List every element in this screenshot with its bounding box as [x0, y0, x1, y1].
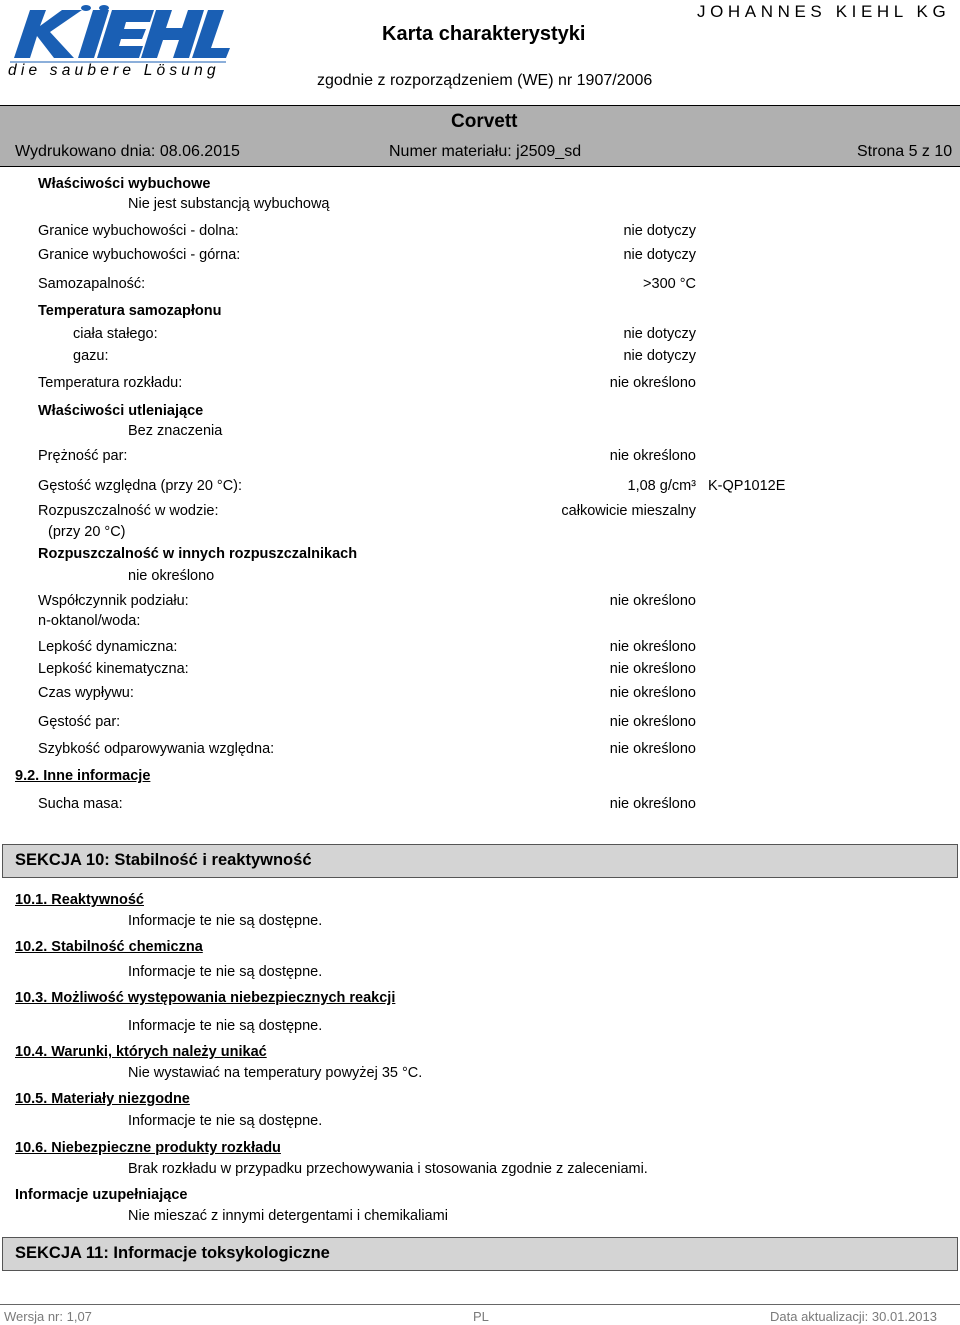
other-info-heading: 9.2. Inne informacje [15, 768, 151, 784]
section-11-header [2, 1237, 958, 1271]
evaporation-rate-value: nie określono [609, 741, 696, 757]
stability-text: Informacje te nie są dostępne. [128, 964, 323, 980]
section-11-title: SEKCJA 11: Informacje toksykologiczne [15, 1244, 330, 1262]
incompatible-materials-heading: 10.5. Materiały niezgodne [15, 1091, 190, 1107]
kinematic-viscosity-label: Lepkość kinematyczna: [38, 661, 189, 677]
autoignition-title: Temperatura samozapłonu [38, 303, 222, 319]
explosive-value: Nie jest substancją wybuchową [128, 196, 330, 212]
solid-value: nie dotyczy [623, 326, 696, 342]
upper-limit-label: Granice wybuchowości - górna: [38, 247, 241, 263]
print-date: Wydrukowano dnia: 08.06.2015 [15, 143, 240, 160]
section-10-title: SEKCJA 10: Stabilność i reaktywność [15, 851, 312, 869]
partition-label: Współczynnik podziału: [38, 593, 189, 609]
decomposition-products-text: Brak rozkładu w przypadku przechowywania i stosowania zgodnie z zaleceniami. [128, 1161, 648, 1177]
section-10-header [2, 844, 958, 878]
vapor-pressure-label: Prężność par: [38, 448, 128, 464]
other-solvents-title: Rozpuszczalność w innych rozpuszczalnikach [38, 546, 358, 562]
water-solubility-value: całkowicie mieszalny [561, 503, 696, 519]
conditions-to-avoid-text: Nie wystawiać na temperatury powyżej 35 °C. [128, 1065, 423, 1081]
additional-info-heading: Informacje uzupełniające [15, 1187, 188, 1203]
incompatible-materials-text: Informacje te nie są dostępne. [128, 1113, 323, 1129]
other-solvents-value: nie określono [128, 568, 215, 584]
vapor-pressure-value: nie określono [609, 448, 696, 464]
company-name: JOHANNES KIEHL KG [697, 2, 951, 21]
page-number: Strona 5 z 10 [857, 143, 953, 160]
oxidizing-value: Bez znaczenia [128, 423, 223, 439]
regulation-text: zgodnie z rozporządzeniem (WE) nr 1907/2006 [317, 72, 653, 89]
logo-tagline: die saubere Lösung [8, 62, 220, 79]
dynamic-viscosity-label: Lepkość dynamiczna: [38, 639, 178, 655]
gas-value: nie dotyczy [623, 348, 696, 364]
company-logo [4, 2, 234, 89]
kinematic-viscosity-value: nie określono [609, 661, 696, 677]
partition-value: nie określono [609, 593, 696, 609]
solid-label: ciała stałego: [73, 326, 158, 342]
footer-update-date: Data aktualizacji: 30.01.2013 [770, 1309, 937, 1324]
dynamic-viscosity-value: nie określono [609, 639, 696, 655]
oxidizing-title: Właściwości utleniające [38, 403, 204, 419]
flow-time-value: nie określono [609, 685, 696, 701]
water-solubility-label: Rozpuszczalność w wodzie: [38, 503, 219, 519]
self-ignition-value: >300 °C [643, 276, 696, 292]
lower-limit-label: Granice wybuchowości - dolna: [38, 223, 239, 239]
water-solubility-condition: (przy 20 °C) [48, 524, 126, 540]
explosive-title: Właściwości wybuchowe [38, 176, 211, 192]
gas-label: gazu: [73, 348, 109, 364]
decomposition-label: Temperatura rozkładu: [38, 375, 183, 391]
density-value: 1,08 g/cm³ [627, 478, 696, 494]
material-number: Numer materiału: j2509_sd [389, 143, 582, 160]
dry-mass-value: nie określono [609, 796, 696, 812]
hazardous-reactions-text: Informacje te nie są dostępne. [128, 1018, 323, 1034]
self-ignition-label: Samozapalność: [38, 276, 146, 292]
decomposition-value: nie określono [609, 375, 696, 391]
vapor-density-value: nie określono [609, 714, 696, 730]
footer-language: PL [473, 1309, 489, 1324]
lower-limit-value: nie dotyczy [623, 223, 696, 239]
product-name: Corvett [451, 111, 518, 132]
header-top-rule [0, 105, 960, 106]
evaporation-rate-label: Szybkość odparowywania względna: [38, 741, 275, 757]
document-title: Karta charakterystyki [382, 23, 586, 45]
decomposition-products-heading: 10.6. Niebezpieczne produkty rozkładu [15, 1140, 281, 1156]
density-label: Gęstość względna (przy 20 °C): [38, 478, 243, 494]
additional-info-text: Nie mieszać z innymi detergentami i chemikaliami [128, 1208, 448, 1224]
upper-limit-value: nie dotyczy [623, 247, 696, 263]
reactivity-heading: 10.1. Reaktywność [15, 892, 144, 908]
partition-sublabel: n-oktanol/woda: [38, 613, 141, 629]
hazardous-reactions-heading: 10.3. Możliwość występowania niebezpiecznych reakcji [15, 990, 396, 1006]
density-reference: K-QP1012E [708, 478, 786, 494]
vapor-density-label: Gęstość par: [38, 714, 121, 730]
stability-heading: 10.2. Stabilność chemiczna [15, 939, 203, 955]
reactivity-text: Informacje te nie są dostępne. [128, 913, 323, 929]
footer-version: Wersja nr: 1,07 [4, 1309, 92, 1324]
conditions-to-avoid-heading: 10.4. Warunki, których należy unikać [15, 1044, 267, 1060]
header-bottom-rule [0, 166, 960, 167]
flow-time-label: Czas wypływu: [38, 685, 134, 701]
footer-rule [0, 1304, 960, 1305]
dry-mass-label: Sucha masa: [38, 796, 123, 812]
